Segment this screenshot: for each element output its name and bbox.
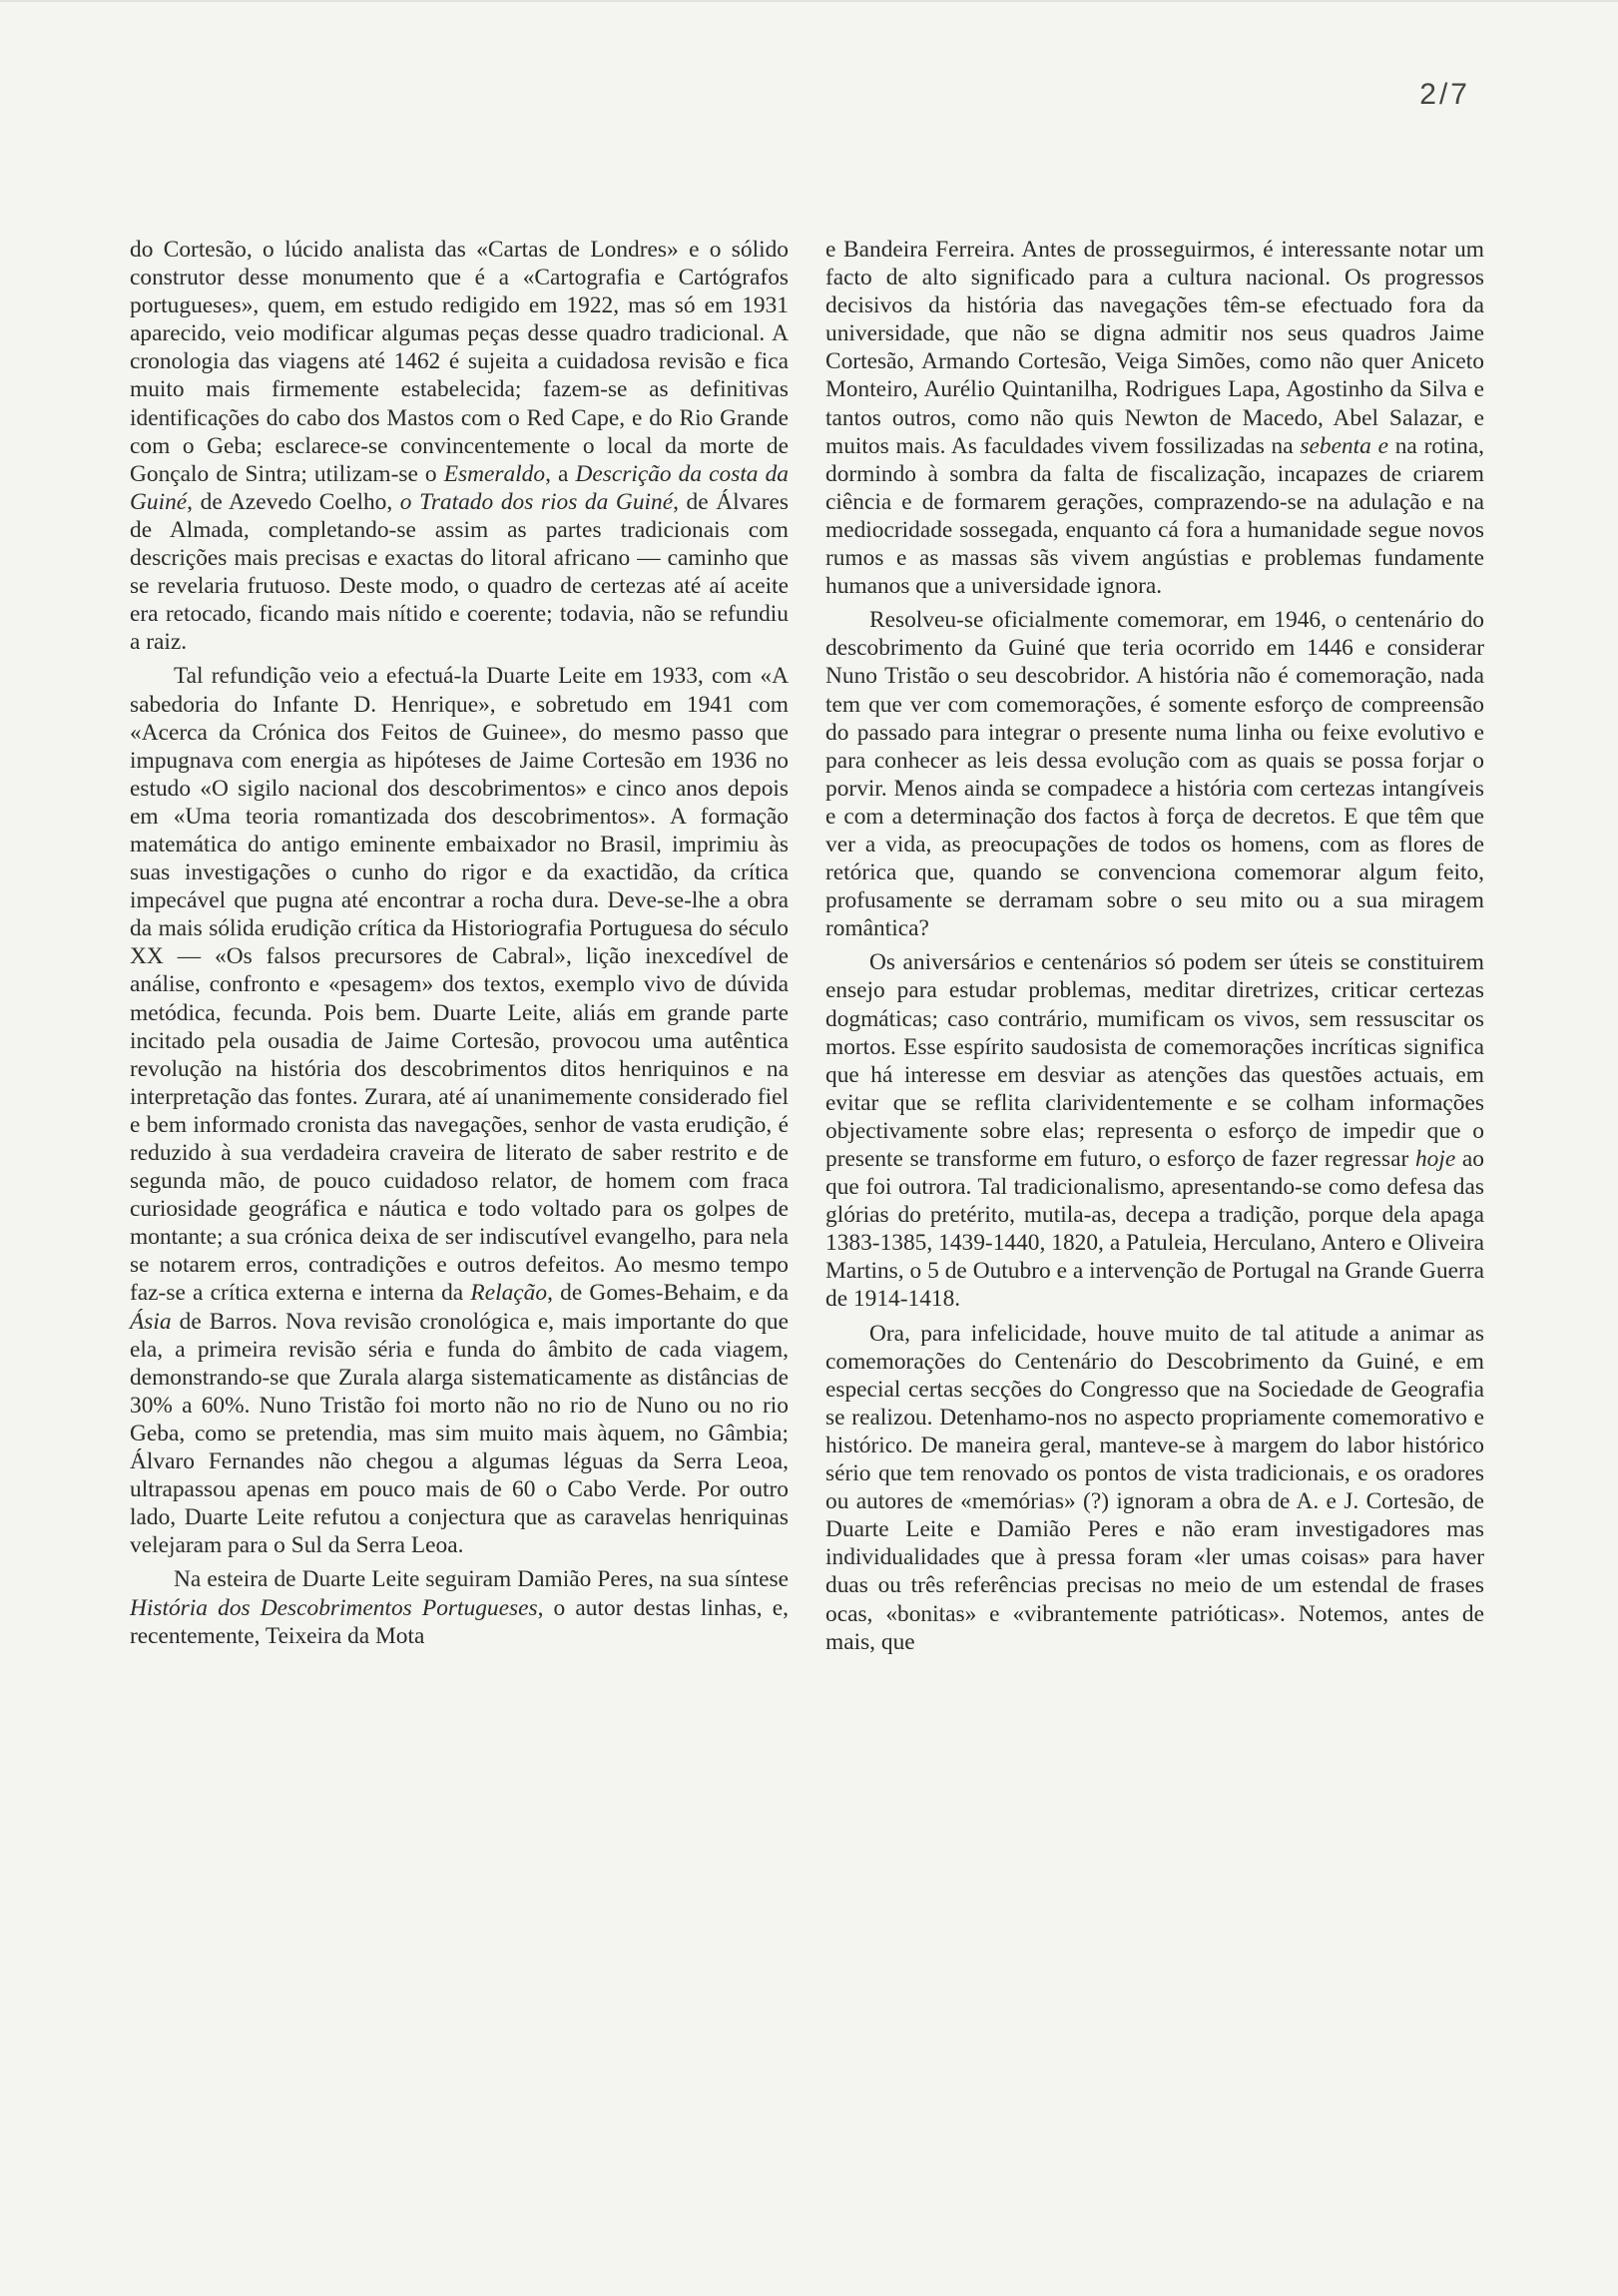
scan-top-edge [0, 0, 1618, 2]
text-run: , o autor destas linhas, e, recentemente, Teixeira da Mota [130, 1594, 789, 1649]
italic-title: Ásia [130, 1308, 172, 1335]
italic-title: o Tratado dos rios da Guiné [399, 488, 674, 515]
paragraph [825, 948, 1484, 1313]
italic-title: Esmeraldo [443, 460, 546, 487]
text-run: , de Gomes-Behaim, e da [547, 1280, 789, 1307]
paragraph [825, 606, 1484, 942]
paragraph [825, 236, 1484, 600]
text-run: , de Azevedo Coelho, [187, 488, 400, 515]
text-run: e Bandeira Ferreira. Antes de prosseguirmos, é interessante notar um facto de alto significado para a cultura nacional. Os progressos decisivos da história das navegações têm-se efectuado fora da universidade, que não se digna admitir nos seus quadros Jaime Cortesão, Armando Cortesão, Veiga Simões, como não quer Aniceto Monteiro, Aurélio Quintanilha, Rodrigues Lapa, Agostinho da Silva e tantos outros, como não quis Newton de Macedo, Abel Salazar, e muitos mais. As faculdades vivem fossilizadas na [825, 237, 1484, 459]
page-number: 2/7 [1419, 78, 1470, 111]
text-run: Resolveu-se oficialmente comemorar, em 1946, o centenário do descobrimento da Guiné que teria ocorrido em 1446 e considerar Nuno Tristão o seu descobridor. A história não é comemoração, nada tem que ver com comemorações, é somente esforço de compreensão do passado para integrar o presente numa linha ou feixe evolutivo e para conhecer as leis dessa evolução com as quais se possa forjar o porvir. Menos ainda se compadece a história com certezas intangíveis e com a determinação dos factos à força de decretos. E que têm que ver a vida, as preocupações de todos os homens, com as flores de retórica que, quando se convenciona comemorar algum feito, profusamente se derramam sobre o seu mito ou a sua miragem romântica? [825, 607, 1484, 942]
text-run: Na esteira de Duarte Leite seguiram Damião Peres, na sua síntese [174, 1566, 789, 1593]
text-run: Ora, para infelicidade, houve muito de tal atitude a animar as comemorações do Centenário do Descobrimento da Guiné, e em especial certas secções do Congresso que na Sociedade de Geografia se realizou. Detenhamo-nos no aspecto propriamente comemorativo e histórico. De maneira geral, manteve-se à margem do labor histórico sério que tem renovado os pontos de vista tradicionais, e os oradores ou autores de «memórias» (?) ignoram a obra de A. e J. Cortesão, de Duarte Leite e Damião Peres e não eram investigadores mas individualidades que à pressa foram «ler umas coisas» para haver duas ou três referências precisas no meio de um estendal de frases ocas, «bonitas» e «vibrantemente patrióticas». Notemos, antes de mais, que [825, 1320, 1484, 1655]
italic-title: hoje [1414, 1146, 1456, 1172]
paragraph [825, 1320, 1484, 1656]
text-run: Os aniversários e centenários só podem ser úteis se constituirem ensejo para estudar problemas, meditar diretrizes, criticar certezas dogmáticas; caso contrário, mumificam os vivos, sem ressuscitar os mortos. Esse espírito saudosista de comemorações incríticas significa que há interesse em desviar as atenções das questões actuais, em evitar que se reflita clarividentemente e se colham informações objectivamente sobre elas; representa o esforço de impedir que o presente se transforme em futuro, o esforço de fazer regressar [825, 949, 1484, 1172]
italic-title: História dos Descobrimentos Portugueses [130, 1594, 538, 1621]
text-run: na rotina, dormindo à sombra da falta de fiscalização, incapazes de criarem ciência e de formarem gerações, comprazendo-se na adulação e na mediocridade sossegada, enquanto cá fora a humanidade segue novos rumos e as massas sãs vivem angústias e problemas fundamente humanos que a universidade ignora. [825, 432, 1484, 600]
paragraph [130, 662, 789, 1559]
right-column [825, 236, 1484, 1656]
text-run: de Barros. Nova revisão cronológica e, mais importante do que ela, a primeira revisão séria e funda do âmbito de cada viagem, demonstrando-se que Zurala alarga sistematicamente as distâncias de 30% a 60%. Nuno Tristão foi morto não no rio de Nuno ou no rio Geba, como se pretendia, mas sim muito mais àquem, no Gâmbia; Álvaro Fernandes não chegou a algumas léguas da Serra Leoa, ultrapassou apenas em pouco mais de 60 o Cabo Verde. Por outro lado, Duarte Leite refutou a conjectura que as caravelas henriquinas velejaram para o Sul da Serra Leoa. [130, 1308, 789, 1559]
text-run: , de Álvares de Almada, completando-se assim as partes tradicionais com descrições mais precisas e exactas do litoral africano — caminho que se revelaria frutuoso. Deste modo, o quadro de certezas até aí aceite era retocado, ficando mais nítido e coerente; todavia, não se refundiu a raiz. [130, 488, 789, 656]
paragraph [130, 236, 789, 656]
text-run: Tal refundição veio a efectuá-la Duarte Leite em 1933, com «A sabedoria do Infante D. Henrique», e sobretudo em 1941 com «Acerca da Crónica dos Feitos de Guinee», do mesmo passo que impugnava com energia as hipóteses de Jaime Cortesão em 1936 no estudo «O sigilo nacional dos descobrimentos» e cinco anos depois em «Uma teoria romantizada dos descobrimentos». A formação matemática do antigo eminente embaixador no Brasil, imprimiu às suas investigações o cunho do rigor e da exactidão, da crítica impecável que pugna até encontrar a rocha dura. Deve-se-lhe a obra da mais sólida erudição crítica da Historiografia Portuguesa do século XX — «Os falsos precursores de Cabral», lição inexcedível de análise, confronto e «pesagem» dos textos, exemplo vivo de dúvida metódica, fecunda. Pois bem. Duarte Leite, aliás em grande parte incitado pela ousadia de Jaime Cortesão, provocou uma autêntica revolução na história dos descobrimentos ditos henriquinos e na interpretação das fontes. Zurara, até aí unanimemente considerado fiel e bem informado cronista das navegações, senhor de vasta erudição, é reduzido à sua verdadeira craveira de literato de saber restrito e de segunda mão, de pouco cuidadoso relator, de homem com fraca curiosidade geográfica e náutica e todo voltado para os golpes de montante; a sua crónica deixa de ser indiscutível evangelho, para nela se notarem erros, contradições e outros defeitos. Ao mesmo tempo faz-se a crítica externa e interna da [130, 663, 789, 1307]
italic-title: Relação [470, 1280, 548, 1307]
text-run: ao que foi outrora. Tal tradicionalismo, apresentando-se como defesa das glórias do pretérito, mutila-as, decepa a tradição, porque dela apaga 1383-1385, 1439-1440, 1820, a Patuleia, Herculano, Antero e Oliveira Martins, o 5 de Outubro e a intervenção de Portugal na Grande Guerra de 1914-1418. [825, 1146, 1484, 1313]
left-column [130, 236, 789, 1650]
italic-title: sebenta e [1300, 432, 1388, 459]
paragraph [130, 1565, 789, 1649]
italic-title: Descrição da costa da Guiné [130, 460, 789, 515]
text-run: do Cortesão, o lúcido analista das «Cartas de Londres» e o sólido construtor desse monumento que é a «Cartografia e Cartógrafos portugueses», quem, em estudo redigido em 1922, mas só em 1931 aparecido, veio modificar algumas peças desse quadro tradicional. A cronologia das viagens até 1462 é sujeita a cuidadosa revisão e fica muito mais firmemente estabelecida; fazem-se as definitivas identificações do cabo dos Mastos com o Red Cape, e do Rio Grande com o Geba; esclarece-se convincentemente o local da morte de Gonçalo de Sintra; utilizam-se o [130, 237, 789, 487]
text-run: , a [545, 460, 576, 487]
